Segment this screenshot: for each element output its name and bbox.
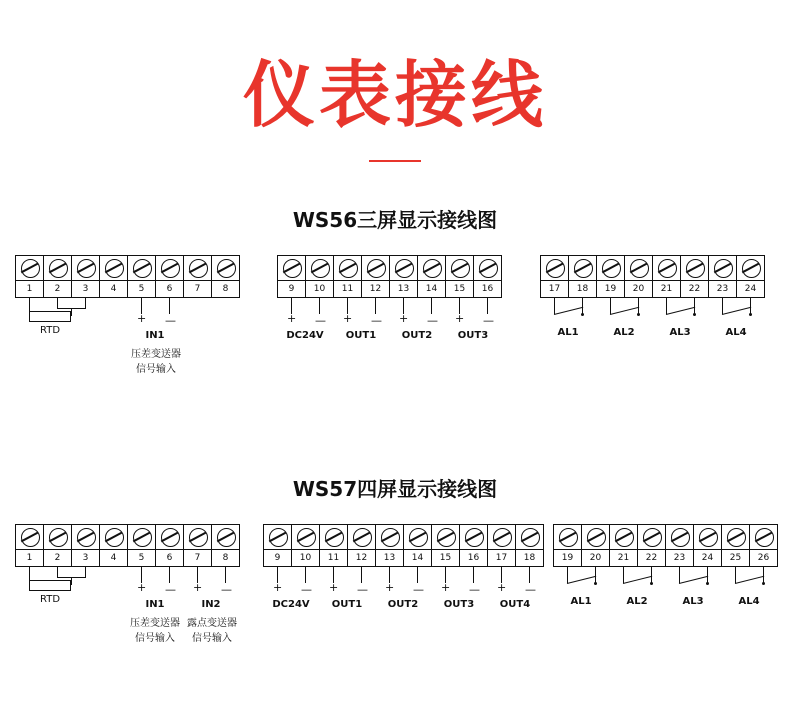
al4-contact [735, 575, 764, 583]
wiring-diagram-ws57 [0, 524, 790, 674]
terminal-number: 7 [184, 281, 212, 297]
terminal-number: 23 [666, 550, 694, 566]
dc24v-plus-sign: + [287, 311, 297, 325]
screw-terminal[interactable] [582, 525, 610, 549]
terminal-number: 9 [278, 281, 306, 297]
screw-terminal[interactable] [264, 525, 292, 549]
al2-label: AL2 [626, 595, 648, 607]
terminal-number: 11 [334, 281, 362, 297]
terminal-number: 4 [100, 281, 128, 297]
terminal-number: 18 [569, 281, 597, 297]
terminal-number: 11 [320, 550, 348, 566]
terminal-number: 22 [681, 281, 709, 297]
screw-terminal[interactable] [212, 525, 239, 549]
dc24v-label: DC24V [286, 329, 324, 341]
terminal-number: 1 [16, 281, 44, 297]
out1-label: OUT1 [345, 329, 377, 341]
screw-terminal[interactable] [610, 525, 638, 549]
terminal-number: 15 [446, 281, 474, 297]
screw-terminal[interactable] [638, 525, 666, 549]
screw-row [16, 256, 239, 281]
out3-plus-sign: + [455, 311, 465, 325]
screw-terminal[interactable] [306, 256, 334, 280]
terminal-block-ws57-middle [263, 524, 544, 567]
screw-row [16, 525, 239, 550]
terminal-number: 18 [523, 552, 536, 563]
terminal-number: 19 [597, 281, 625, 297]
terminal-number: 5 [128, 281, 156, 297]
terminal-number: 23 [709, 281, 737, 297]
screw-terminal[interactable] [404, 525, 432, 549]
out2-label: OUT2 [387, 598, 419, 610]
al2-label: AL2 [613, 326, 635, 338]
terminal-block-ws56-middle [277, 255, 502, 298]
al1-label: AL1 [557, 326, 579, 338]
terminal-number: 8 [222, 283, 229, 294]
screw-terminal[interactable] [334, 256, 362, 280]
in1-desc-line1: 压差变送器 [131, 348, 181, 360]
terminal-number: 1 [16, 550, 44, 566]
terminal-number: 13 [376, 550, 404, 566]
out3-minus-sign: — [469, 582, 480, 596]
screw-terminal[interactable] [709, 256, 737, 280]
section-title-ws57: WS57四屏显示接线图 [292, 476, 498, 501]
screw-terminal[interactable] [72, 525, 100, 549]
screw-terminal[interactable] [362, 256, 390, 280]
in2-desc-line2: 信号输入 [192, 632, 232, 644]
rtd-wire-drop [71, 308, 72, 316]
terminal-number: 3 [72, 550, 100, 566]
terminal-number: 21 [610, 550, 638, 566]
al2-pivot [650, 582, 653, 585]
terminal-number: 12 [362, 281, 390, 297]
in1-minus-sign: — [165, 582, 176, 596]
rtd-wire-2 [57, 298, 58, 308]
screw-terminal[interactable] [44, 525, 72, 549]
terminal-number: 8 [222, 552, 229, 563]
screw-terminal[interactable] [681, 256, 709, 280]
screw-terminal[interactable] [376, 525, 404, 549]
screw-terminal[interactable] [128, 256, 156, 280]
al1-label: AL1 [570, 595, 592, 607]
terminal-number-row [16, 281, 239, 297]
page-title: 仪表接线 [242, 53, 547, 137]
screw-row [278, 256, 501, 281]
terminal-block-ws57-right [553, 524, 778, 567]
al2-pivot [637, 313, 640, 316]
screw-terminal[interactable] [722, 525, 750, 549]
al4-wire-a [735, 567, 736, 583]
al2-contact [623, 575, 652, 583]
out2-minus-sign: — [413, 582, 424, 596]
al3-label: AL3 [669, 326, 691, 338]
wire-out3-minus [487, 298, 488, 314]
screw-row [264, 525, 543, 550]
wire-dc24v-minus [319, 298, 320, 314]
terminal-number: 6 [156, 281, 184, 297]
in2-plus-sign: + [193, 580, 203, 594]
screw-terminal[interactable] [72, 256, 100, 280]
screw-terminal[interactable] [474, 256, 501, 280]
out3-label: OUT3 [443, 598, 475, 610]
terminal-number: 12 [348, 550, 376, 566]
dc24v-minus-sign: — [301, 582, 312, 596]
terminal-number-row [554, 550, 777, 566]
screw-terminal[interactable] [666, 525, 694, 549]
out1-minus-sign: — [371, 313, 382, 327]
wire-out4-minus [529, 567, 530, 583]
dc24v-minus-sign: — [315, 313, 326, 327]
al1-contact [554, 306, 583, 314]
al3-contact [679, 575, 708, 583]
out3-minus-sign: — [483, 313, 494, 327]
dc24v-label: DC24V [272, 598, 310, 610]
terminal-number: 16 [460, 550, 488, 566]
terminal-number: 22 [638, 550, 666, 566]
in2-label: IN2 [201, 598, 221, 610]
terminal-number: 14 [404, 550, 432, 566]
in1-plus-sign: + [137, 311, 147, 325]
wiring-diagram-ws56 [0, 255, 790, 425]
in1-desc-line2: 信号输入 [136, 363, 176, 375]
wire-dc24v-minus [305, 567, 306, 583]
al3-label: AL3 [682, 595, 704, 607]
terminal-number: 24 [694, 550, 722, 566]
al1-wire-a [567, 567, 568, 583]
rtd-wire-3 [85, 567, 86, 577]
screw-terminal[interactable] [446, 256, 474, 280]
al3-contact [666, 306, 695, 314]
al2-wire-a [623, 567, 624, 583]
screw-terminal[interactable] [212, 256, 239, 280]
in1-label: IN1 [145, 329, 165, 341]
screw-terminal[interactable] [184, 525, 212, 549]
terminal-number: 5 [128, 550, 156, 566]
terminal-number: 24 [744, 283, 757, 294]
terminal-number: 17 [541, 281, 569, 297]
screw-terminal[interactable] [128, 525, 156, 549]
terminal-number: 13 [390, 281, 418, 297]
out1-minus-sign: — [357, 582, 368, 596]
terminal-number: 6 [156, 550, 184, 566]
al3-wire-a [666, 298, 667, 314]
al2-contact [610, 306, 639, 314]
in2-minus-sign: — [221, 582, 232, 596]
terminal-block-ws56-right [540, 255, 765, 298]
wire-out1-minus [361, 567, 362, 583]
screw-terminal[interactable] [100, 256, 128, 280]
screw-terminal[interactable] [737, 256, 764, 280]
terminal-number-row [264, 550, 543, 566]
screw-row [554, 525, 777, 550]
screw-terminal[interactable] [44, 256, 72, 280]
dc24v-plus-sign: + [273, 580, 283, 594]
screw-terminal[interactable] [100, 525, 128, 549]
terminal-number: 15 [432, 550, 460, 566]
al1-contact [567, 575, 596, 583]
in1-desc-line2: 信号输入 [135, 632, 175, 644]
al4-pivot [762, 582, 765, 585]
terminal-number: 20 [625, 281, 653, 297]
out4-label: OUT4 [499, 598, 531, 610]
al4-wire-a [722, 298, 723, 314]
screw-terminal[interactable] [488, 525, 516, 549]
in1-minus-sign: — [165, 313, 176, 327]
al4-pivot [749, 313, 752, 316]
terminal-number: 10 [292, 550, 320, 566]
rtd-wire-2 [57, 567, 58, 577]
out3-plus-sign: + [441, 580, 451, 594]
title-divider [369, 160, 421, 162]
in1-label: IN1 [145, 598, 165, 610]
screw-terminal[interactable] [418, 256, 446, 280]
screw-terminal[interactable] [541, 256, 569, 280]
out2-plus-sign: + [399, 311, 409, 325]
screw-terminal[interactable] [694, 525, 722, 549]
wire-out2-minus [417, 567, 418, 583]
screw-row [541, 256, 764, 281]
out1-label: OUT1 [331, 598, 363, 610]
al4-label: AL4 [725, 326, 747, 338]
in2-desc-line1: 露点变送器 [187, 617, 237, 629]
screw-terminal[interactable] [597, 256, 625, 280]
terminal-number: 4 [100, 550, 128, 566]
out2-minus-sign: — [427, 313, 438, 327]
screw-terminal[interactable] [432, 525, 460, 549]
al1-pivot [581, 313, 584, 316]
terminal-block-ws57-left [15, 524, 240, 567]
in1-wire-minus [169, 298, 170, 314]
screw-terminal[interactable] [516, 525, 543, 549]
rtd-wire-drop [71, 577, 72, 585]
screw-terminal[interactable] [16, 256, 44, 280]
out4-minus-sign: — [525, 582, 536, 596]
screw-terminal[interactable] [16, 525, 44, 549]
rtd-wire-3 [85, 298, 86, 308]
terminal-number: 7 [184, 550, 212, 566]
out4-plus-sign: + [497, 580, 507, 594]
wire-out3-minus [473, 567, 474, 583]
al3-wire-a [679, 567, 680, 583]
al1-pivot [594, 582, 597, 585]
terminal-number: 21 [653, 281, 681, 297]
in1-plus-sign: + [137, 580, 147, 594]
rtd-resistor [29, 580, 71, 591]
rtd-label: RTD [39, 593, 61, 605]
screw-terminal[interactable] [292, 525, 320, 549]
out2-label: OUT2 [401, 329, 433, 341]
terminal-number: 16 [481, 283, 494, 294]
terminal-number: 3 [72, 281, 100, 297]
al1-wire-a [554, 298, 555, 314]
screw-terminal[interactable] [750, 525, 777, 549]
screw-terminal[interactable] [156, 256, 184, 280]
al4-contact [722, 306, 751, 314]
al2-wire-a [610, 298, 611, 314]
al3-pivot [693, 313, 696, 316]
screw-terminal[interactable] [278, 256, 306, 280]
screw-terminal[interactable] [569, 256, 597, 280]
out1-plus-sign: + [343, 311, 353, 325]
terminal-number: 25 [722, 550, 750, 566]
terminal-number: 2 [44, 550, 72, 566]
terminal-block-ws56-left [15, 255, 240, 298]
screw-terminal[interactable] [156, 525, 184, 549]
rtd-resistor [29, 311, 71, 322]
screw-terminal[interactable] [320, 525, 348, 549]
screw-terminal[interactable] [184, 256, 212, 280]
terminal-number: 20 [582, 550, 610, 566]
wire-out1-minus [375, 298, 376, 314]
screw-terminal[interactable] [460, 525, 488, 549]
terminal-number: 9 [264, 550, 292, 566]
terminal-number: 19 [554, 550, 582, 566]
terminal-number: 2 [44, 281, 72, 297]
al3-pivot [706, 582, 709, 585]
in1-wire-minus [169, 567, 170, 583]
out1-plus-sign: + [329, 580, 339, 594]
out2-plus-sign: + [385, 580, 395, 594]
terminal-number-row [278, 281, 501, 297]
in1-desc-line1: 压差变送器 [130, 617, 180, 629]
al4-label: AL4 [738, 595, 760, 607]
screw-terminal[interactable] [348, 525, 376, 549]
screw-terminal[interactable] [554, 525, 582, 549]
screw-terminal[interactable] [390, 256, 418, 280]
terminal-number: 14 [418, 281, 446, 297]
terminal-number: 26 [757, 552, 770, 563]
in2-wire-minus [225, 567, 226, 583]
screw-terminal[interactable] [625, 256, 653, 280]
terminal-number-row [541, 281, 764, 297]
wire-out2-minus [431, 298, 432, 314]
out3-label: OUT3 [457, 329, 489, 341]
rtd-label: RTD [39, 324, 61, 336]
terminal-number: 10 [306, 281, 334, 297]
section-title-ws56: WS56三屏显示接线图 [292, 207, 498, 232]
terminal-number: 17 [488, 550, 516, 566]
screw-terminal[interactable] [653, 256, 681, 280]
terminal-number-row [16, 550, 239, 566]
